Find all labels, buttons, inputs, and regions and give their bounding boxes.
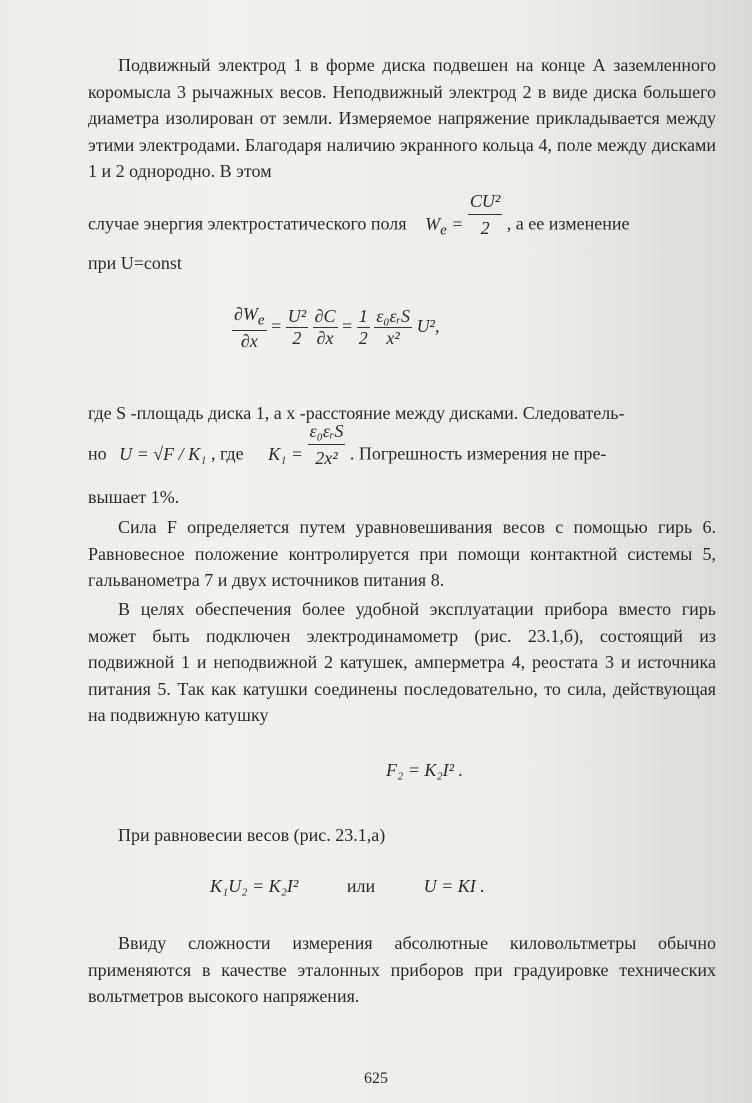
k1-denominator: 2x² — [308, 444, 346, 471]
const-line: при U=const — [88, 253, 182, 273]
paragraph-electrodynamometer: В целях обеспечения более удобной эксплуатации прибора вместо гирь может быть подключен электродинамометр (рис. 23.1,б), состоящий из подвижной 1 и неподвижной 2 катушек, амперметра 4, реостата 3 и источника питания 5. Так как катушки соединены последовательно, то сила, действующая на подвижную катушку — [88, 599, 716, 725]
we-denominator: 2 — [468, 214, 502, 241]
paragraph-conclusion: Ввиду сложности измерения абсолютные киловольтметры обычно применяются в качестве эталонных приборов при градуировке технических вольтметров высокого напряжения. — [88, 933, 716, 1006]
balance-equation — [210, 876, 485, 897]
balance-formula: K₁U₂ = K₂I² — [210, 876, 299, 896]
voltage-line — [88, 421, 716, 471]
deriv-frac-3: $\frac{\partial C}{\partial x}$ — [314, 306, 336, 349]
error-text: . Погрешность измерения не пре- — [349, 443, 607, 464]
force-equation: F₂ = K₂I² . — [386, 760, 464, 780]
deriv-frac-2: $\frac{\text{U²}}{2}$ — [287, 306, 307, 349]
deriv-frac-1: $\frac{\partial W_e}{\partial x}$ — [234, 304, 265, 351]
page-number: 625 — [364, 1070, 388, 1087]
u-ki-formula: U = KI . — [423, 876, 485, 896]
derivative-equation: $\frac{\partial W_e}{\partial x}$ = $\frac{\text{U²}}{2}$ $\frac{\partial C}{\partial x}$ = $\frac{1}{2}$ $\frac{\text{ε₀εᵣS}}{\text{x²}}$ U², — [234, 304, 440, 351]
voltage-formula: U = √F / K₁ — [119, 443, 207, 464]
voltage-text-where: , где — [210, 443, 244, 464]
k1-numerator: ε₀εᵣS — [309, 421, 344, 441]
k1-fraction — [308, 418, 346, 471]
deriv-tail: U², — [416, 315, 440, 336]
voltage-text-no: но — [88, 443, 107, 464]
we-symbol: W — [425, 213, 441, 234]
energy-formula — [425, 191, 507, 239]
area-line: где S -площадь диска 1, а x -расстояние между дисками. Следователь- — [88, 403, 625, 423]
energy-text-end: , а ее изменение — [506, 213, 630, 234]
energy-text-start: случае энергия электростатического поля — [88, 213, 407, 234]
paragraph-electrode-description: Подвижный электрод 1 в форме диска подвешен на конце А заземленного коромысла 3 рычажных весов. Неподвижный электрод 2 в виде диска большего диаметра изолирован от земли. Измеряемое напряжение прикладывается между этими электродами. Благодаря наличию экранного кольца 4, поле между дисками 1 и 2 однородно. В этом — [88, 55, 716, 181]
deriv-frac-4: $\frac{1}{2}$ — [358, 306, 368, 349]
we-numerator: CU² — [469, 191, 501, 211]
we-subscript: e — [440, 222, 447, 239]
error-line-end: вышает 1%. — [88, 487, 180, 507]
paragraph-equilibrium: При равновесии весов (рис. 23.1,а) — [118, 825, 386, 845]
paragraph-force-balance: Сила F определяется путем уравновешивания весов с помощью гирь 6. Равновесное положение контролируется при помощи контактной системы 5, гальванометра 7 и двух источников питания 8. — [88, 517, 716, 590]
energy-line — [88, 191, 716, 243]
we-fraction — [468, 188, 502, 241]
k1-formula — [268, 421, 350, 468]
or-word: или — [346, 876, 376, 896]
k1-lhs: K₁ = — [268, 443, 303, 464]
deriv-frac-5: $\frac{\text{ε₀εᵣS}}{\text{x²}}$ — [376, 306, 411, 349]
we-equals: = — [446, 213, 464, 234]
